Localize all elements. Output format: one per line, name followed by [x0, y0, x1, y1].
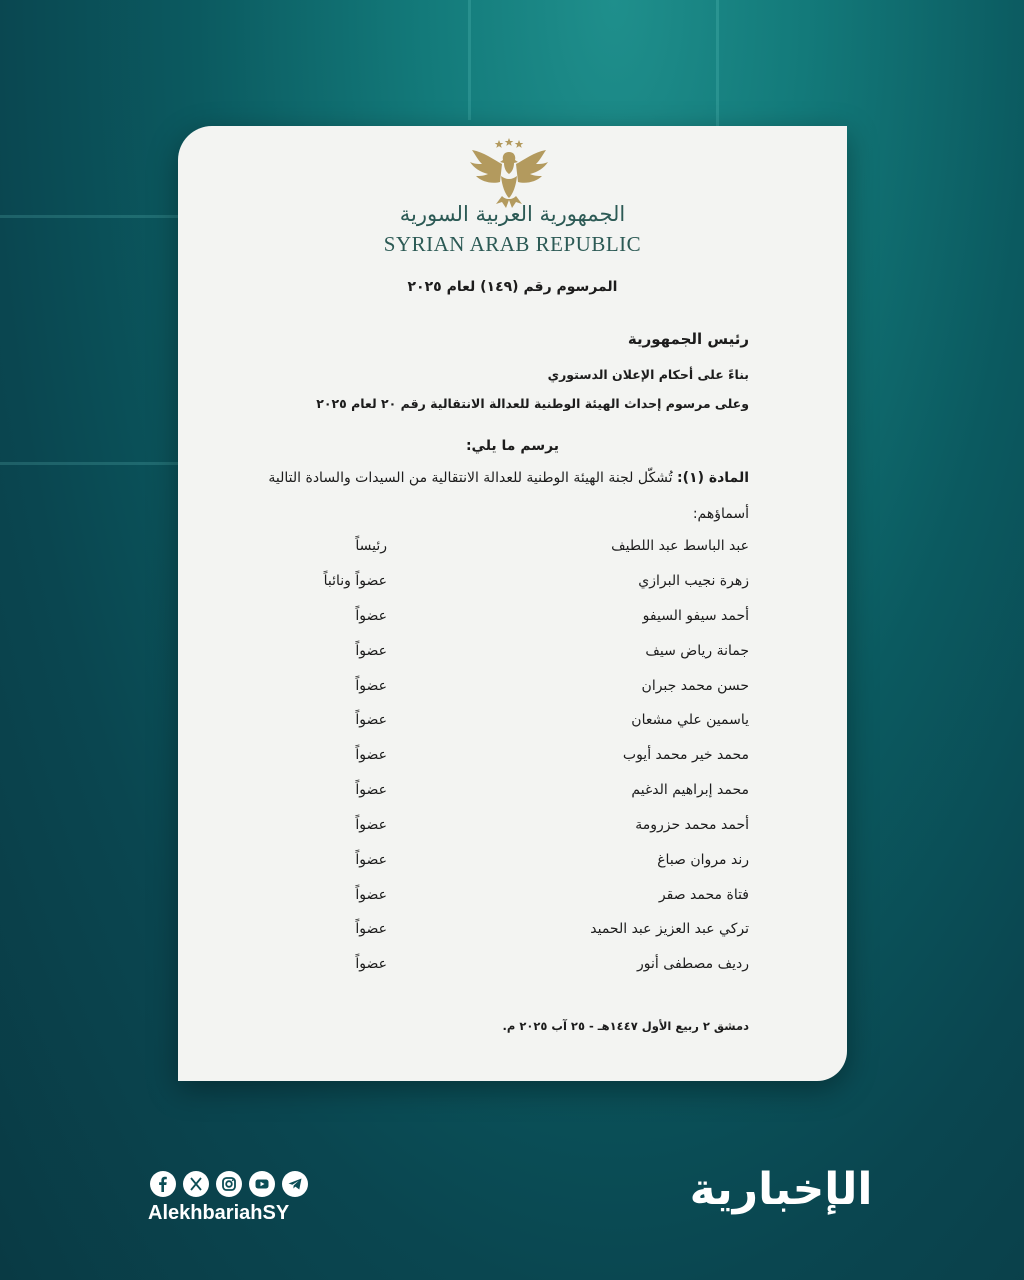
member-role: عضواً	[355, 852, 387, 868]
member-role: عضواً	[355, 782, 387, 798]
list-item	[178, 817, 847, 847]
list-item	[178, 643, 847, 673]
dateline: دمشق ٢ ربيع الأول ١٤٤٧هـ - ٢٥ آب ٢٠٢٥ م.	[502, 1019, 749, 1033]
list-item	[178, 887, 847, 917]
list-item	[178, 956, 847, 986]
list-item	[178, 573, 847, 603]
member-role: عضواً	[355, 921, 387, 937]
list-item	[178, 608, 847, 638]
member-role: عضواً	[355, 747, 387, 763]
decree-document	[178, 126, 847, 1081]
list-item	[178, 538, 847, 568]
member-name: أحمد سيفو السيفو	[642, 608, 749, 624]
member-role: عضواً	[355, 643, 387, 659]
legal-basis-1: بناءً على أحكام الإعلان الدستوري	[547, 367, 749, 382]
article-label: المادة (١):	[677, 470, 749, 486]
decorative-line	[0, 215, 180, 218]
x-icon[interactable]	[183, 1171, 209, 1197]
president-heading: رئيس الجمهورية	[627, 330, 749, 348]
member-role: عضواً	[355, 956, 387, 972]
member-name: محمد خير محمد أيوب	[622, 747, 749, 763]
state-name-english: SYRIAN ARAB REPUBLIC	[383, 232, 642, 256]
member-role: عضواً	[355, 678, 387, 694]
member-name: رديف مصطفى أنور	[637, 956, 749, 972]
decree-title: المرسوم رقم (١٤٩) لعام ٢٠٢٥	[407, 279, 618, 295]
member-name: فتاة محمد صقر	[658, 887, 749, 903]
member-role: عضواً	[355, 817, 387, 833]
article-text-continued: أسماؤهم:	[692, 506, 749, 522]
member-name: جمانة رياض سيف	[645, 643, 749, 659]
decorative-line	[716, 0, 719, 130]
article-text: تُشكّل لجنة الهيئة الوطنية للعدالة الانتقالية من السيدات والسادة التالية	[268, 470, 678, 486]
alekhbariah-logo: الإخبارية	[689, 1164, 873, 1215]
list-item	[178, 747, 847, 777]
member-name: أحمد محمد حزرومة	[635, 817, 749, 833]
member-name: عبد الباسط عبد اللطيف	[611, 538, 749, 554]
decorative-line	[468, 0, 471, 120]
article-1	[268, 470, 749, 486]
member-name: تركي عبد العزيز عبد الحميد	[590, 921, 749, 937]
list-item	[178, 712, 847, 742]
telegram-icon[interactable]	[282, 1171, 308, 1197]
facebook-icon[interactable]	[150, 1171, 176, 1197]
member-role: عضواً ونائباً	[323, 573, 387, 589]
member-name: رند مروان صباغ	[657, 852, 749, 868]
youtube-icon[interactable]	[249, 1171, 275, 1197]
member-role: عضواً	[355, 712, 387, 728]
list-item	[178, 678, 847, 708]
member-role: عضواً	[355, 608, 387, 624]
member-name: محمد إبراهيم الدغيم	[631, 782, 749, 798]
list-item	[178, 852, 847, 882]
decorative-line	[0, 462, 180, 465]
decrees-heading: يرسم ما يلي:	[465, 438, 560, 454]
list-item	[178, 921, 847, 951]
member-name: ياسمين علي مشعان	[631, 712, 749, 728]
member-role: رئيساً	[355, 538, 387, 554]
social-links	[150, 1171, 308, 1197]
state-name-arabic: الجمهورية العربية السورية	[399, 202, 626, 226]
eagle-emblem-icon	[466, 138, 552, 212]
member-name: زهرة نجيب البرازي	[638, 573, 749, 589]
list-item	[178, 782, 847, 812]
member-role: عضواً	[355, 887, 387, 903]
member-name: حسن محمد جبران	[641, 678, 749, 694]
legal-basis-2: وعلى مرسوم إحداث الهيئة الوطنية للعدالة الانتقالية رقم ٢٠ لعام ٢٠٢٥	[316, 396, 749, 411]
instagram-icon[interactable]	[216, 1171, 242, 1197]
social-handle: AlekhbariahSY	[148, 1202, 290, 1224]
